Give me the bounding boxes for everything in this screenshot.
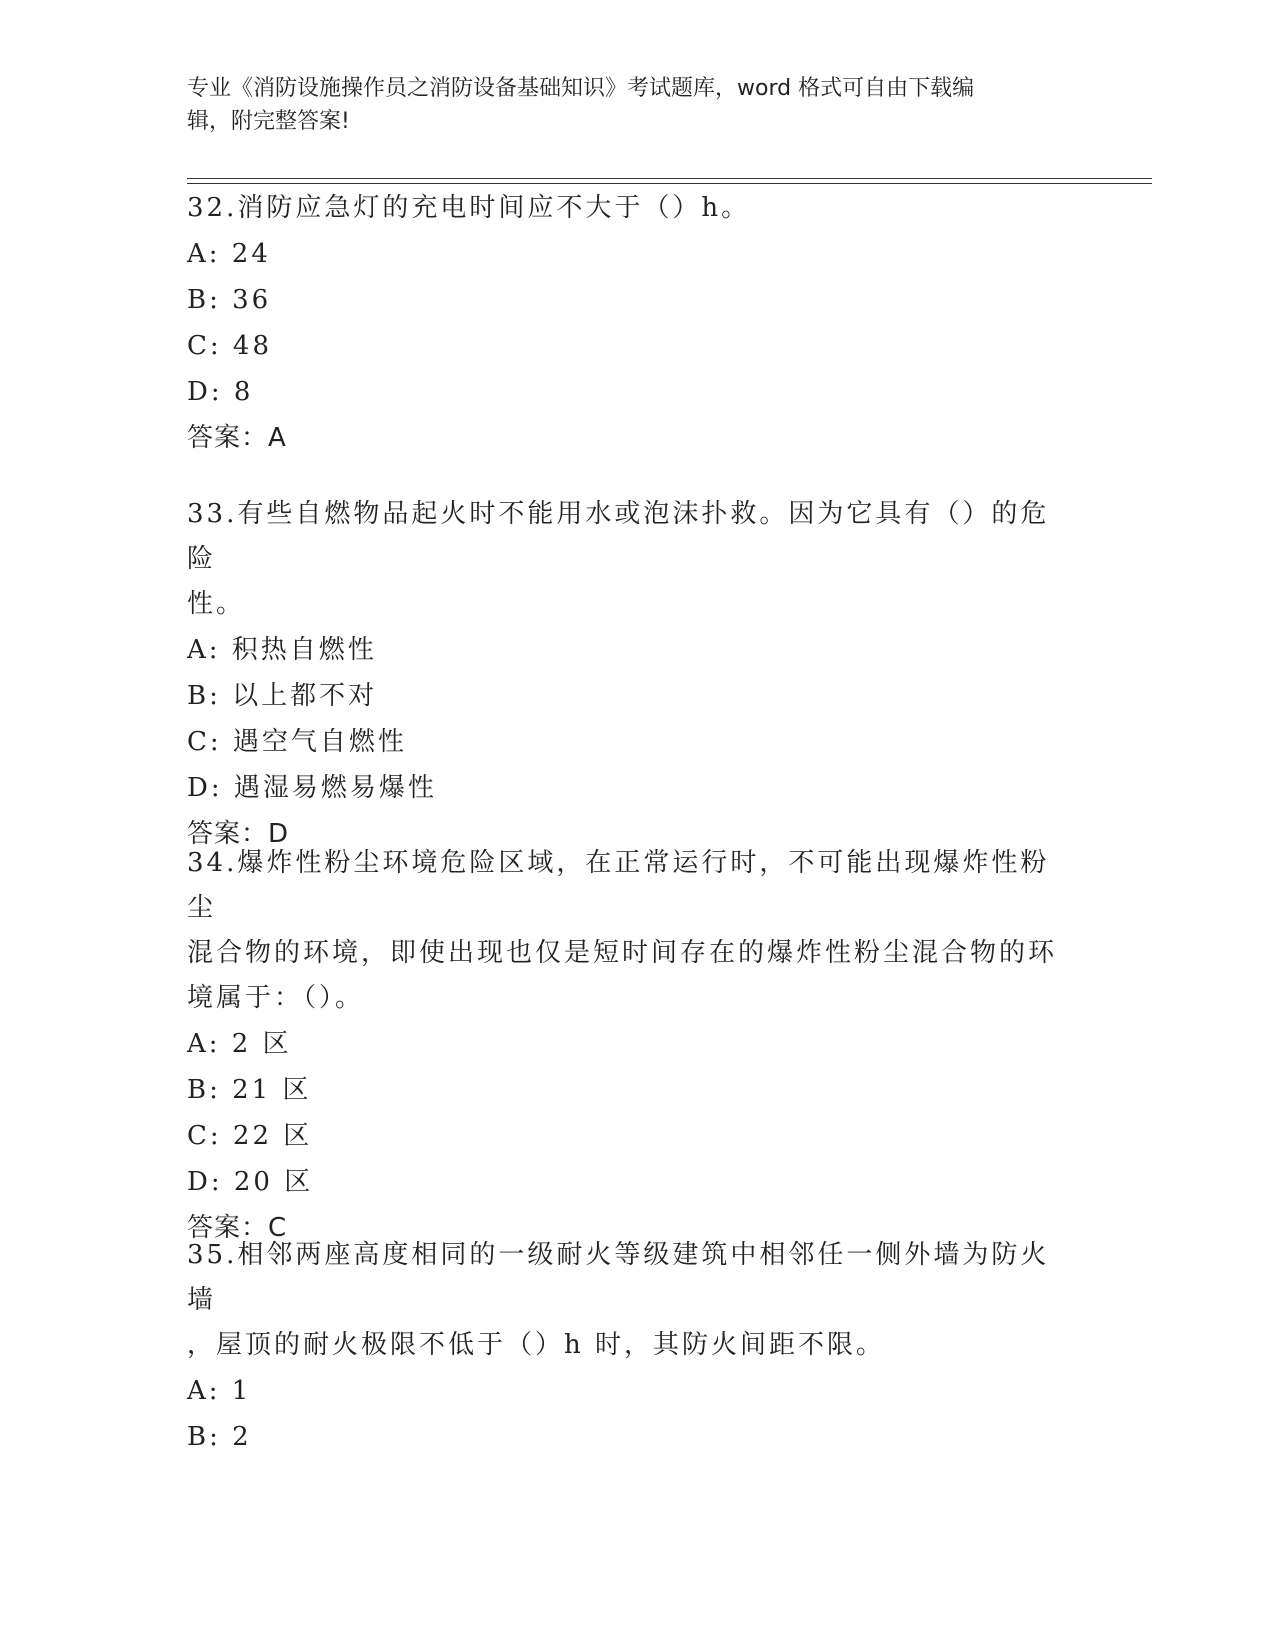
option-d: D: 遇湿易燃易爆性: [187, 773, 437, 803]
header-divider-top: [187, 178, 1152, 179]
option-a: A: 1: [187, 1376, 252, 1406]
answer-line: 答案：A: [187, 423, 287, 453]
option-a: A: 积热自燃性: [187, 635, 377, 665]
question-33: [187, 492, 1077, 857]
question-stem-line-1: 33.有些自燃物品起火时不能用水或泡沫扑救。因为它具有（）的危险: [187, 499, 1050, 574]
option-b: B: 36: [187, 285, 272, 315]
option-a: A: 2 区: [187, 1029, 292, 1059]
question-stem-line-1: 35.相邻两座高度相同的一级耐火等级建筑中相邻任一侧外墙为防火墙: [187, 1240, 1050, 1315]
option-a: A: 24: [187, 239, 271, 269]
question-stem-line-2: 混合物的环境，即使出现也仅是短时间存在的爆炸性粉尘混合物的环: [187, 938, 1058, 968]
question-stem-line-2: 性。: [187, 589, 246, 619]
question-stem-line-1: 34.爆炸性粉尘环境危险区域，在正常运行时，不可能出现爆炸性粉尘: [187, 848, 1050, 923]
option-c: C: 22 区: [187, 1121, 313, 1151]
document-header: [187, 72, 1067, 138]
answer-line: 答案：D: [187, 819, 290, 849]
option-c: C: 48: [187, 331, 273, 361]
option-d: D: 20 区: [187, 1167, 314, 1197]
header-divider-bottom: [187, 183, 1152, 184]
question-stem-line-2: ，屋顶的耐火极限不低于（）h 时，其防火间距不限。: [187, 1330, 886, 1360]
question-stem: 32.消防应急灯的充电时间应不大于（）h。: [187, 193, 751, 223]
header-line-2: 辑，附完整答案!: [187, 109, 350, 134]
header-line-1: 专业《消防设施操作员之消防设备基础知识》考试题库，word 格式可自由下载编: [187, 76, 975, 101]
option-b: B: 以上都不对: [187, 681, 378, 711]
question-32: [187, 186, 1077, 461]
option-b: B: 2: [187, 1422, 252, 1452]
question-stem-line-3: 境属于：（）。: [187, 983, 365, 1013]
option-c: C: 遇空气自燃性: [187, 727, 407, 757]
option-d: D: 8: [187, 377, 254, 407]
option-b: B: 21 区: [187, 1075, 312, 1105]
question-35: [187, 1233, 1077, 1460]
answer-line: 答案：C: [187, 1213, 288, 1243]
question-34: [187, 841, 1077, 1251]
